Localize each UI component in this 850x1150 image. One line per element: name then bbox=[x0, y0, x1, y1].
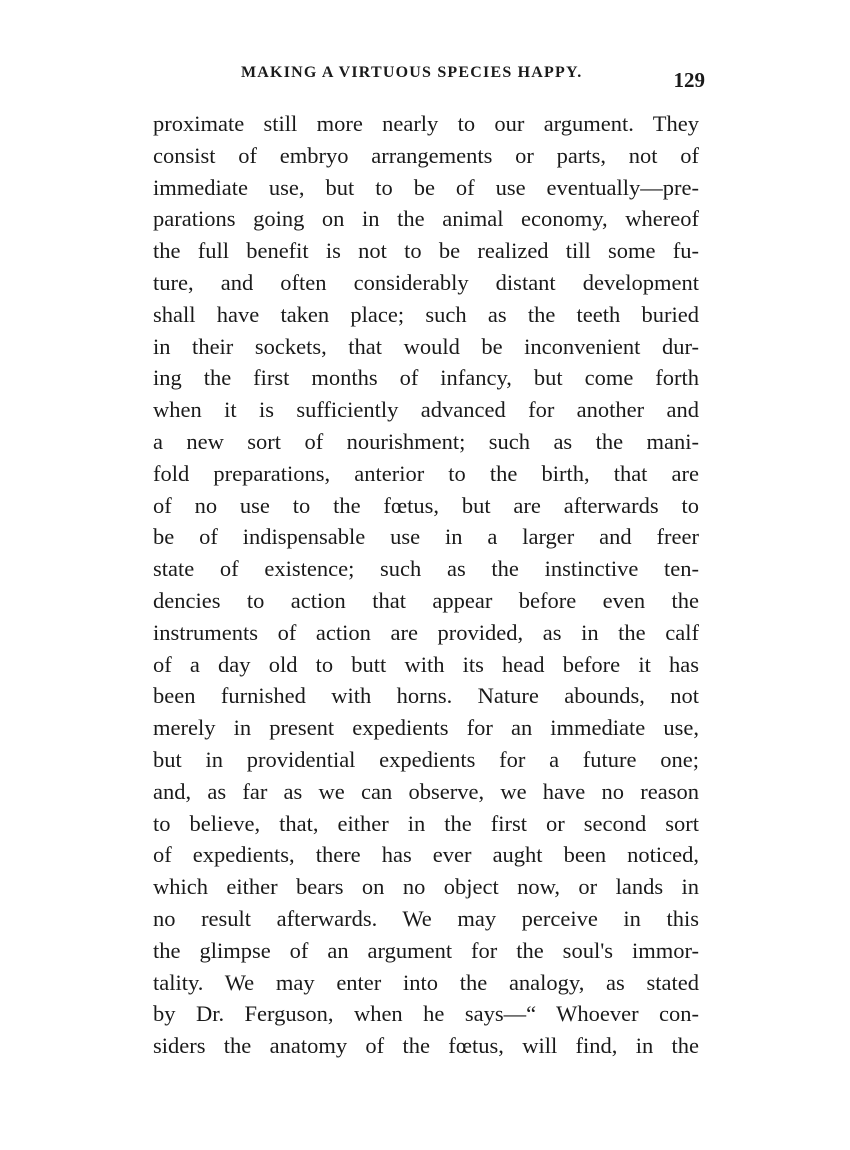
text-line: been furnished with horns. Nature abounds, not bbox=[153, 683, 699, 709]
text-line: the full benefit is not to be realized till some fu- bbox=[153, 238, 699, 264]
text-line: ing the first months of infancy, but come forth bbox=[153, 365, 699, 391]
text-line: be of indispensable use in a larger and freer bbox=[153, 524, 699, 550]
text-line: of no use to the fœtus, but are afterwards to bbox=[153, 492, 699, 518]
text-line: parations going on in the animal economy, whereof bbox=[153, 206, 699, 232]
text-line: when it is sufficiently advanced for another and bbox=[153, 397, 699, 423]
text-line: consist of embryo arrangements or parts, not of bbox=[153, 142, 699, 168]
text-line: shall have taken place; such as the teeth buried bbox=[153, 301, 699, 327]
text-line: but in providential expedients for a future one; bbox=[153, 746, 699, 772]
body-text bbox=[153, 108, 699, 1062]
text-line: by Dr. Ferguson, when he says—“ Whoever con- bbox=[153, 1001, 699, 1027]
text-line: dencies to action that appear before even the bbox=[153, 587, 699, 613]
text-line: ture, and often considerably distant development bbox=[153, 269, 699, 295]
text-line: of expedients, there has ever aught been noticed, bbox=[153, 842, 699, 868]
text-line: a new sort of nourishment; such as the mani- bbox=[153, 428, 699, 454]
running-head bbox=[153, 62, 705, 92]
running-title: MAKING A VIRTUOUS SPECIES HAPPY. bbox=[241, 64, 583, 81]
text-line: fold preparations, anterior to the birth, that are bbox=[153, 460, 699, 486]
text-line: of a day old to butt with its head before it has bbox=[153, 651, 699, 677]
text-line: no result afterwards. We may perceive in this bbox=[153, 905, 699, 931]
text-line: to believe, that, either in the first or second sort bbox=[153, 810, 699, 836]
text-line: proximate still more nearly to our argument. They bbox=[153, 111, 699, 136]
text-line: which either bears on no object now, or lands in bbox=[153, 874, 699, 900]
text-line: instruments of action are provided, as in the calf bbox=[153, 619, 699, 645]
text-line: the glimpse of an argument for the soul's immor- bbox=[153, 937, 699, 963]
text-line: and, as far as we can observe, we have no reason bbox=[153, 778, 699, 804]
text-line: tality. We may enter into the analogy, as stated bbox=[153, 969, 699, 995]
text-line: siders the anatomy of the fœtus, will find, in the bbox=[153, 1033, 699, 1059]
text-line: merely in present expedients for an immediate use, bbox=[153, 715, 699, 741]
page-number: 129 bbox=[673, 68, 705, 92]
text-line: in their sockets, that would be inconvenient dur- bbox=[153, 333, 699, 359]
text-line: state of existence; such as the instinctive ten- bbox=[153, 556, 699, 582]
text-line: immediate use, but to be of use eventually—pre- bbox=[153, 174, 699, 200]
